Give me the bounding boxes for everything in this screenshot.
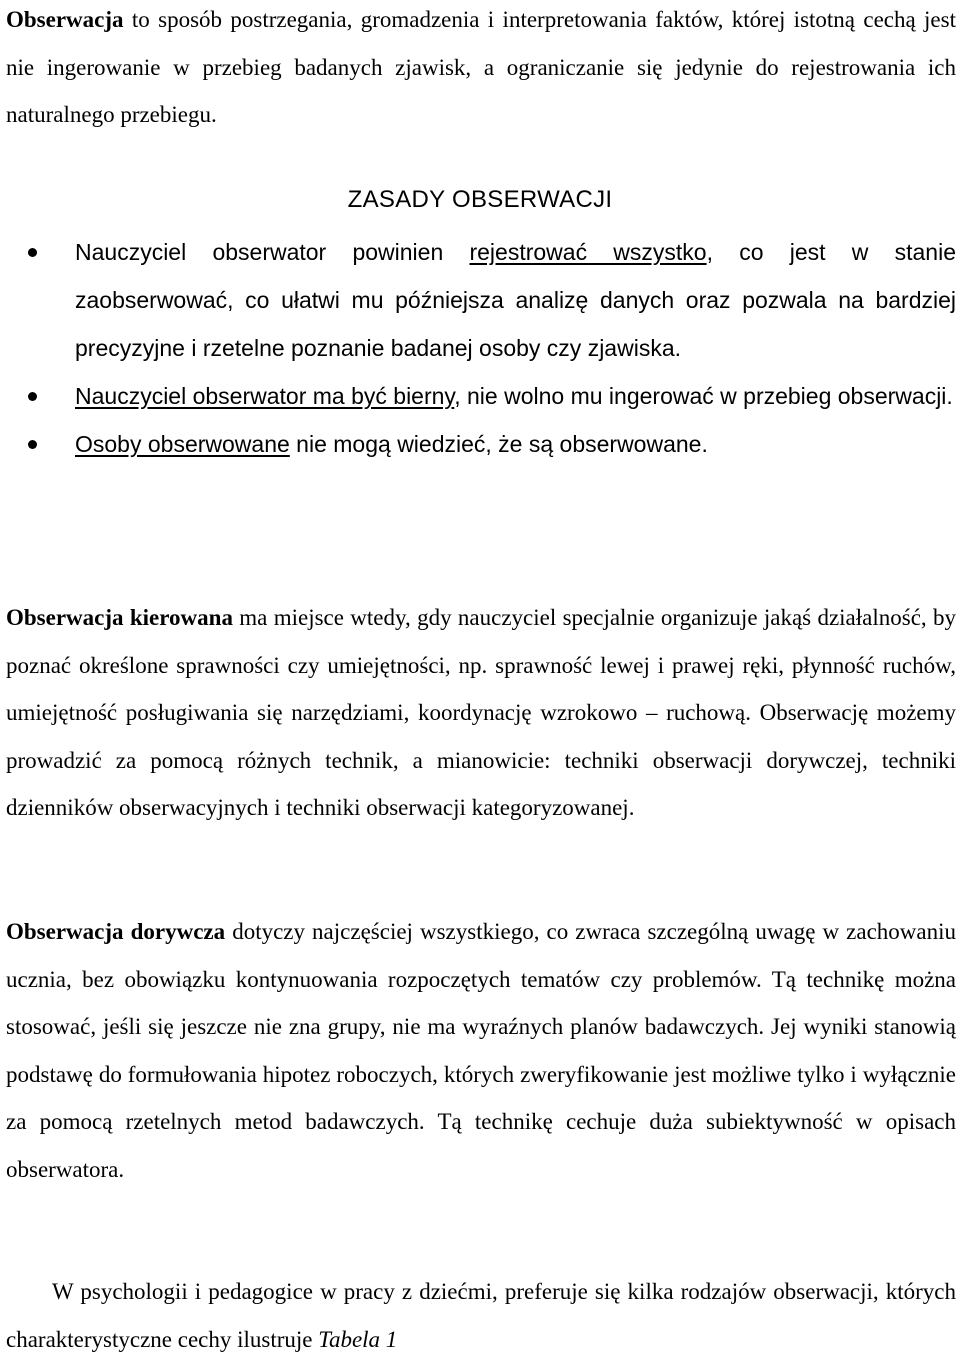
paragraph-dorywcza-text: dotyczy najczęściej wszystkiego, co zwraca szczególną uwagę w zachowaniu ucznia, bez obowiązku kontynuowania rozpoczętych tematów czy problemów. Tą technikę można stosować, jeśli się jeszcze nie zna grupy, nie ma wyraźnych planów badawczych. Jej wyniki stanowią podstawę do formułowania hipotez roboczych, których zweryfikowanie jest możliwe tylko i wyłącznie za pomocą rzetelnych metod badawczych. Tą technikę cechuje duża subiektywność w opisach obserwatora. [6,919,956,1182]
rule-underlined-text: Osoby obserwowane [75,431,290,457]
rule-item [0,228,960,372]
rule-text-post: , nie wolno mu ingerować w przebieg obserwacji. [454,383,953,409]
rules-list [0,228,960,468]
bullet-icon [28,440,37,449]
bullet-icon [28,248,37,257]
rule-text-post: nie mogą wiedzieć, że są obserwowane. [289,431,708,457]
term-obserwacja: Obserwacja [6,7,124,32]
paragraph-kierowana [6,594,956,832]
paragraph-definition [6,0,956,139]
rule-text-pre: Nauczyciel obserwator powinien [75,239,470,265]
rule-item [0,372,960,420]
table-reference: Tabela 1 [318,1326,398,1352]
rule-underlined-text: Nauczyciel obserwator ma być bierny [75,383,455,409]
term-obserwacja-kierowana: Obserwacja kierowana [6,605,233,630]
term-obserwacja-dorywcza: Obserwacja dorywcza [6,919,226,944]
bullet-icon [28,392,37,401]
section-heading: ZASADY OBSERWACJI [347,186,613,213]
paragraph-psychologia [6,1268,956,1363]
rule-underlined-text: rejestrować wszystko [469,239,707,265]
paragraph-definition-text: to sposób postrzegania, gromadzenia i interpretowania faktów, której istotną cechą jest nie ingerowanie w przebieg badanych zjawisk, a ograniczanie się jedynie do rejestrowania ich naturalnego przebiegu. [6,7,956,127]
paragraph-kierowana-text: ma miejsce wtedy, gdy nauczyciel specjalnie organizuje jakąś działalność, by poznać określone sprawności czy umiejętności, np. sprawność lewej i prawej ręki, płynność ruchów, umiejętność posługiwania się narzędziami, koordynację wzrokowo – ruchową. Obserwację możemy prowadzić za pomocą różnych technik, a mianowicie: techniki obserwacji dorywczej, techniki dzienników obserwacyjnych i techniki obserwacji kategoryzowanej. [6,605,956,820]
rule-text-post: , co jest w stanie zaobserwować, co ułatwi mu późniejsza analizę danych oraz pozwala na bardziej precyzyjne i rzetelne poznanie badanej osoby czy zjawiska. [75,239,956,361]
rule-item [0,420,960,468]
paragraph-dorywcza [6,908,956,1193]
paragraph-psychologia-text: W psychologii i pedagogice w pracy z dziećmi, preferuje się kilka rodzajów obserwacji, których charakterystyczne cechy ilustruje [6,1279,956,1352]
